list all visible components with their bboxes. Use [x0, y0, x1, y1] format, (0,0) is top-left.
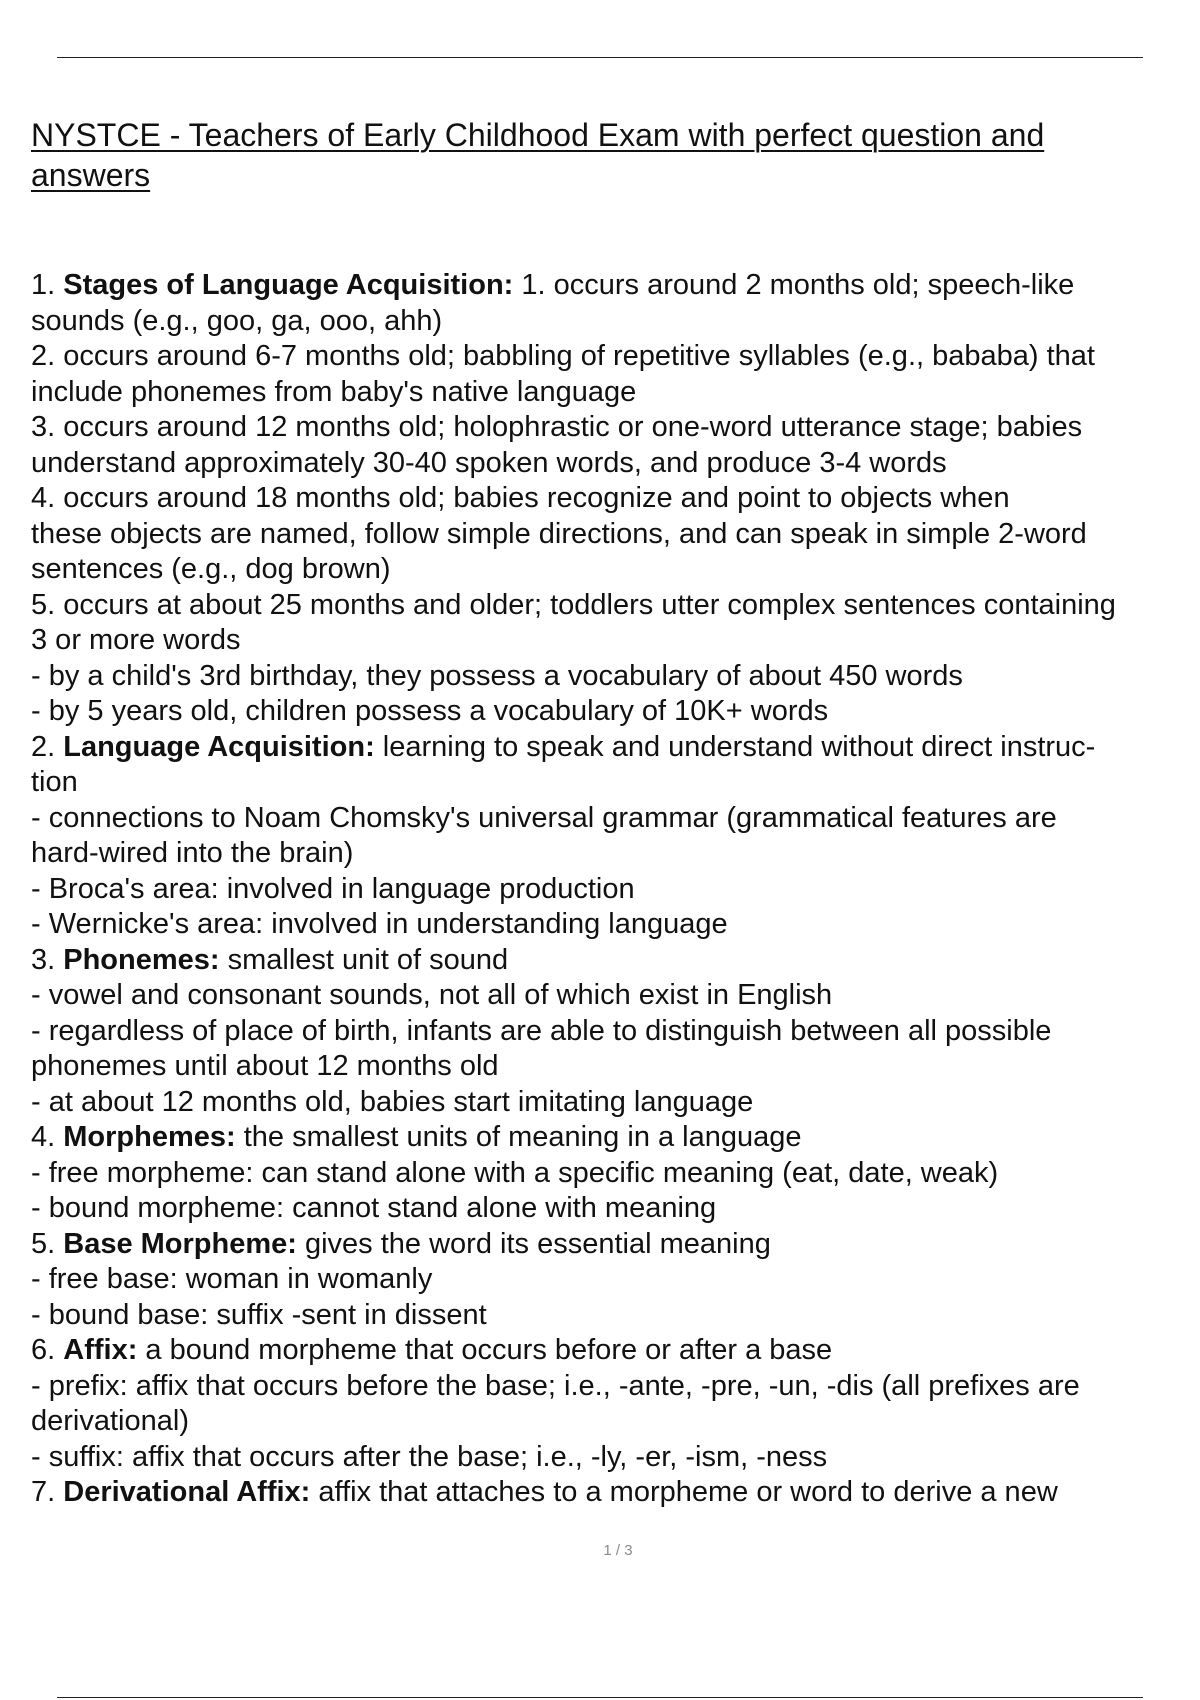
text-line [31, 907, 1200, 943]
entry-term: Phonemes: [63, 943, 220, 976]
line-text: phonemes until about 12 months old [31, 1050, 499, 1082]
text-line [31, 1298, 1200, 1334]
entry-number: 4. [31, 1121, 64, 1153]
text-line [31, 1404, 1200, 1440]
line-text: affix that attaches to a morpheme or word to derive a new [310, 1476, 1058, 1508]
line-text: - by 5 years old, children possess a vocabulary of 10K+ words [31, 695, 829, 727]
entry-heading-line [31, 268, 1200, 304]
line-text: - free morpheme: can stand alone with a specific meaning (eat, date, weak) [31, 1156, 999, 1189]
line-text: tion [31, 766, 78, 798]
line-text: 3 or more words [31, 624, 241, 656]
text-line [31, 836, 1200, 872]
text-line [31, 410, 1200, 446]
line-text: 1. occurs around 2 months old; speech-like [513, 269, 1075, 301]
line-text: these objects are named, follow simple directions, and can speak in simple 2-word [31, 517, 1087, 550]
line-text: gives the word its essential meaning [296, 1227, 771, 1260]
line-text: - Broca's area: involved in language production [31, 872, 635, 905]
line-text: include phonemes from baby's native language [31, 375, 637, 408]
line-text: learning to speak and understand without direct instruc- [374, 730, 1096, 763]
text-line [31, 1262, 1200, 1298]
line-text: - Wernicke's area: involved in understanding language [31, 908, 728, 940]
line-text: sentences (e.g., dog brown) [31, 553, 391, 585]
text-line [31, 1369, 1200, 1405]
line-text: - suffix: affix that occurs after the base; i.e., -ly, -er, -ism, -ness [31, 1440, 828, 1473]
line-text: - free base: woman in womanly [31, 1263, 433, 1295]
entry-heading-line [31, 730, 1200, 766]
line-text: hard-wired into the brain) [31, 837, 354, 869]
entry-term: Morphemes: [63, 1121, 236, 1153]
line-text: - bound base: suffix -sent in dissent [31, 1298, 487, 1331]
entry-number: 7. [31, 1476, 64, 1508]
entry-number: 1. [31, 269, 64, 301]
entry-number: 3. [31, 943, 64, 976]
bottom-divider [57, 1697, 1143, 1698]
line-text: 5. occurs at about 25 months and older; toddlers utter complex sentences containing [31, 588, 1116, 621]
text-line [31, 375, 1200, 411]
text-line [31, 978, 1200, 1014]
line-text: - at about 12 months old, babies start imitating language [31, 1085, 754, 1118]
line-text: 4. occurs around 18 months old; babies recognize and point to objects when [31, 482, 1010, 514]
text-line [31, 1085, 1200, 1121]
text-line [31, 1191, 1200, 1227]
line-text: - vowel and consonant sounds, not all of which exist in English [31, 979, 833, 1011]
text-line [31, 694, 1200, 730]
line-text: 2. occurs around 6-7 months old; babbling of repetitive syllables (e.g., bababa) that [31, 340, 1095, 372]
text-line [31, 1014, 1200, 1050]
line-text: derivational) [31, 1405, 189, 1437]
line-text: - by a child's 3rd birthday, they possess a vocabulary of about 450 words [31, 659, 963, 692]
entry-heading-line [31, 1333, 1200, 1369]
entry-term: Base Morpheme: [63, 1227, 297, 1260]
entry-term: Stages of Language Acquisition: [63, 269, 514, 301]
page-number: 1 / 3 [603, 1542, 633, 1559]
text-line [31, 446, 1200, 482]
entry-number: 5. [31, 1227, 64, 1260]
entry-heading-line [31, 943, 1200, 979]
text-line [31, 588, 1200, 624]
entry-term: Language Acquisition: [63, 730, 375, 763]
text-line [31, 552, 1200, 588]
entry-number: 2. [31, 730, 64, 763]
text-line [31, 801, 1200, 837]
line-text: - connections to Noam Chomsky's universal grammar (grammatical features are [31, 801, 1057, 834]
text-line [31, 1440, 1200, 1476]
text-line [31, 623, 1200, 659]
text-line [31, 304, 1200, 340]
line-text: sounds (e.g., goo, ga, ooo, ahh) [31, 304, 443, 337]
entry-term: Derivational Affix: [63, 1476, 311, 1508]
text-line [31, 659, 1200, 695]
text-line [31, 1156, 1200, 1192]
line-text: - bound morpheme: cannot stand alone with meaning [31, 1192, 717, 1224]
line-text: the smallest units of meaning in a language [235, 1121, 802, 1153]
line-text: understand approximately 30-40 spoken words, and produce 3-4 words [31, 446, 947, 479]
text-line [31, 872, 1200, 908]
text-line [31, 481, 1200, 517]
entry-heading-line [31, 1120, 1200, 1156]
text-line [31, 339, 1200, 375]
document-title: NYSTCE - Teachers of Early Childhood Exam with perfect question and answers [31, 117, 1045, 193]
line-text: 3. occurs around 12 months old; holophrastic or one-word utterance stage; babies [31, 411, 1083, 443]
text-line [31, 1049, 1200, 1085]
line-text: a bound morpheme that occurs before or after a base [137, 1334, 833, 1366]
line-text: - regardless of place of birth, infants are able to distinguish between all possible [31, 1014, 1052, 1047]
entry-term: Affix: [63, 1334, 138, 1366]
top-divider [57, 57, 1143, 58]
text-line [31, 765, 1200, 801]
entry-number: 6. [31, 1334, 64, 1366]
line-text: - prefix: affix that occurs before the base; i.e., -ante, -pre, -un, -dis (all prefixes are [31, 1369, 1080, 1402]
entry-heading-line [31, 1475, 1200, 1511]
entry-heading-line [31, 1227, 1200, 1263]
text-line [31, 517, 1200, 553]
line-text: smallest unit of sound [219, 943, 509, 976]
document-body [31, 268, 1200, 1511]
